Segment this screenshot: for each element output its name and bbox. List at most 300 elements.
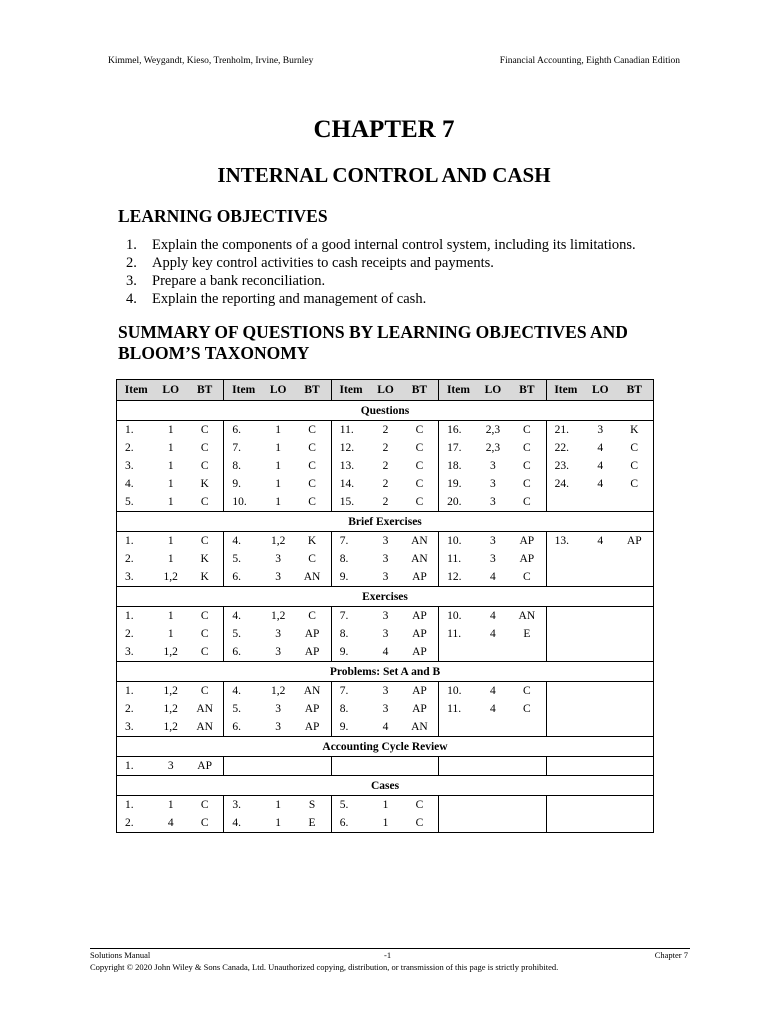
table-cell: AN	[411, 553, 428, 565]
table-cell: AN	[518, 610, 536, 622]
column-header: LO	[585, 380, 615, 401]
objective-number: 4.	[126, 291, 137, 307]
table-cell	[585, 682, 615, 701]
table-cell: 12.	[439, 568, 478, 587]
table-cell: 5.	[224, 550, 263, 568]
footer-page-number: -1	[384, 950, 392, 960]
table-cell: 1,2	[163, 685, 178, 697]
table-cell: 1	[275, 442, 281, 454]
table-cell: 1	[275, 799, 281, 811]
table-cell: 9.	[331, 718, 370, 737]
section-title: Brief Exercises	[117, 512, 654, 532]
table-cell	[546, 643, 585, 662]
section-title: Problems: Set A and B	[117, 662, 654, 682]
table-cell: 8.	[331, 700, 370, 718]
section-title-row	[117, 737, 654, 757]
table-cell: 1.	[117, 421, 156, 440]
table-cell: 3	[275, 553, 281, 565]
table-cell: 3	[490, 496, 496, 508]
table-cell	[508, 796, 546, 815]
table-cell: AP	[304, 646, 320, 658]
column-header: Item	[224, 380, 263, 401]
table-cell: K	[200, 478, 209, 490]
table-cell	[478, 757, 508, 776]
table-cell	[585, 643, 615, 662]
table-cell: 16.	[439, 421, 478, 440]
table-cell: AP	[304, 721, 320, 733]
table-cell	[585, 814, 615, 833]
table-cell: 1.	[117, 682, 156, 701]
table-cell: C	[308, 460, 316, 472]
table-cell: C	[522, 685, 531, 697]
table-cell	[546, 814, 585, 833]
learning-objective-item	[126, 236, 636, 254]
table-cell: 1	[167, 610, 174, 622]
table-cell	[439, 796, 478, 815]
table-cell: 1	[167, 535, 174, 547]
table-cell	[585, 493, 615, 512]
table-cell: 3	[382, 553, 389, 565]
section-title-row	[117, 587, 654, 607]
table-cell: AN	[303, 685, 321, 697]
table-cell: 5.	[331, 796, 370, 815]
table-cell: C	[308, 478, 316, 490]
table-cell: C	[615, 457, 653, 475]
table-cell	[615, 700, 653, 718]
table-cell: 2.	[117, 814, 156, 833]
table-row	[117, 718, 654, 737]
table-cell: 10.	[439, 532, 478, 551]
objective-text: Explain the components of a good internal control system, including its limitations.	[152, 237, 636, 253]
table-cell: 9.	[331, 568, 370, 587]
table-row	[117, 625, 654, 643]
table-cell: 4.	[224, 682, 263, 701]
table-cell: 3	[382, 685, 389, 697]
table-cell	[585, 700, 615, 718]
table-row	[117, 550, 654, 568]
table-cell: AP	[304, 628, 320, 640]
table-cell	[439, 718, 478, 737]
table-cell: AP	[412, 646, 427, 658]
table-cell: 1.	[117, 532, 156, 551]
column-header: LO	[156, 380, 186, 401]
table-cell: 3	[382, 703, 389, 715]
table-cell: 3	[382, 571, 389, 583]
table-cell: 1	[167, 442, 174, 454]
table-cell	[585, 718, 615, 737]
table-cell: 4	[382, 646, 389, 658]
table-cell	[546, 757, 585, 776]
column-header: Item	[546, 380, 585, 401]
table-cell	[546, 493, 585, 512]
table-cell: C	[308, 610, 316, 622]
table-cell: 1	[370, 814, 400, 833]
table-cell: 1.	[117, 607, 156, 626]
section-title: Cases	[117, 776, 654, 796]
table-row	[117, 814, 654, 833]
table-cell	[546, 718, 585, 737]
table-cell: 22.	[546, 439, 585, 457]
objective-number: 1.	[126, 237, 137, 253]
table-cell	[439, 757, 478, 776]
table-cell: AN	[196, 721, 213, 733]
table-cell: 2	[382, 442, 389, 454]
table-cell: AP	[519, 535, 535, 547]
table-cell: C	[415, 442, 424, 454]
column-header: BT	[508, 380, 546, 401]
table-cell: C	[200, 799, 209, 811]
table-cell: 13.	[546, 532, 585, 551]
header-authors: Kimmel, Weygandt, Kieso, Trenholm, Irvine, Burnley	[108, 56, 314, 66]
table-cell: AP	[197, 760, 212, 772]
table-cell: 1	[167, 553, 174, 565]
table-cell: AP	[412, 703, 427, 715]
table-cell: 4.	[224, 607, 263, 626]
table-cell: 24.	[546, 475, 585, 493]
table-row	[117, 568, 654, 587]
table-cell	[615, 493, 653, 512]
table-cell: C	[200, 460, 209, 472]
table-cell	[546, 550, 585, 568]
table-cell: 1.	[117, 757, 156, 776]
table-cell: 3	[167, 760, 174, 772]
chapter-subtitle: INTERNAL CONTROL AND CASH	[217, 163, 551, 187]
table-cell: 2.	[117, 439, 156, 457]
footer-rule	[90, 948, 690, 949]
table-cell: 9.	[224, 475, 263, 493]
table-cell: 2,3	[485, 442, 501, 454]
table-cell: 4	[156, 814, 186, 833]
footer-manual-label: Solutions Manual	[90, 950, 151, 960]
table-cell: 3	[275, 571, 281, 583]
table-cell	[546, 700, 585, 718]
footer-chapter-label: Chapter 7	[654, 950, 688, 960]
table-cell: AN	[196, 703, 213, 715]
table-cell: C	[522, 496, 531, 508]
table-cell: AP	[412, 685, 427, 697]
learning-objective-item	[126, 290, 636, 308]
footer-copyright: Copyright © 2020 John Wiley & Sons Canada, Ltd. Unauthorized copying, distribution, or transmission of this page is strictly prohibited.	[90, 962, 559, 972]
objective-text: Apply key control activities to cash receipts and payments.	[152, 255, 494, 271]
table-cell	[546, 568, 585, 587]
summary-table	[116, 379, 654, 833]
table-cell: 1	[275, 496, 281, 508]
table-cell: 11.	[439, 700, 478, 718]
table-cell: 4	[490, 610, 496, 622]
table-cell: 2	[382, 478, 389, 490]
table-cell	[478, 814, 508, 833]
table-cell: 21.	[546, 421, 585, 440]
table-cell: 7.	[331, 682, 370, 701]
table-cell: 7.	[224, 439, 263, 457]
table-cell: 2,3	[485, 424, 501, 436]
table-cell: 14.	[331, 475, 370, 493]
table-cell	[508, 814, 546, 833]
table-cell: 1	[167, 478, 174, 490]
table-cell: K	[200, 571, 209, 583]
objective-number: 3.	[126, 273, 137, 289]
section-title-row	[117, 662, 654, 682]
table-cell: 3	[275, 646, 281, 658]
table-cell: 6.	[331, 814, 370, 833]
table-cell: 1,2	[163, 703, 178, 715]
column-header: BT	[401, 380, 439, 401]
table-cell: AP	[519, 553, 535, 565]
table-cell: 11.	[439, 550, 478, 568]
table-cell: 3	[490, 553, 496, 565]
table-cell	[478, 643, 508, 662]
table-cell: 1	[263, 814, 293, 833]
table-cell: 1	[275, 478, 281, 490]
table-row	[117, 643, 654, 662]
table-cell: 1	[275, 460, 281, 472]
table-cell: 3.	[224, 796, 263, 815]
table-row	[117, 532, 654, 551]
table-cell: 3	[275, 721, 281, 733]
table-cell	[615, 607, 653, 626]
table-cell	[546, 625, 585, 643]
table-cell: 6.	[224, 568, 263, 587]
table-cell: C	[401, 814, 439, 833]
table-cell: 10.	[439, 607, 478, 626]
table-cell: 3	[275, 628, 281, 640]
table-cell: 13.	[331, 457, 370, 475]
column-header: LO	[263, 380, 293, 401]
table-cell: 1	[382, 799, 389, 811]
table-cell: AN	[411, 535, 428, 547]
column-header: Item	[117, 380, 156, 401]
table-cell	[478, 718, 508, 737]
table-cell	[478, 796, 508, 815]
table-cell: 2	[382, 424, 389, 436]
table-cell	[546, 796, 585, 815]
column-header: BT	[293, 380, 331, 401]
table-cell: 11.	[439, 625, 478, 643]
table-cell: C	[200, 628, 209, 640]
table-cell: 4	[597, 478, 604, 490]
table-cell: C	[200, 685, 209, 697]
table-cell: C	[522, 571, 531, 583]
table-row	[117, 757, 654, 776]
learning-objectives-heading: LEARNING OBJECTIVES	[118, 206, 328, 226]
table-cell	[224, 757, 263, 776]
table-cell: 3.	[117, 718, 156, 737]
column-header: Item	[439, 380, 478, 401]
table-cell: AP	[412, 571, 427, 583]
section-title-row	[117, 776, 654, 796]
table-cell: 3	[275, 703, 281, 715]
table-cell: 5.	[224, 700, 263, 718]
table-row	[117, 607, 654, 626]
table-cell	[546, 607, 585, 626]
table-cell: 11.	[331, 421, 370, 440]
table-cell	[585, 568, 615, 587]
table-cell: C	[308, 553, 316, 565]
table-cell: 20.	[439, 493, 478, 512]
summary-heading: SUMMARY OF QUESTIONS BY LEARNING OBJECTIVES AND BLOOM’S TAXONOMY	[118, 322, 628, 363]
objective-text: Prepare a bank reconciliation.	[152, 273, 326, 289]
table-cell: 1,2	[163, 721, 178, 733]
table-cell: C	[200, 535, 209, 547]
table-cell: K	[307, 535, 317, 547]
table-cell	[615, 550, 653, 568]
table-cell: 17.	[439, 439, 478, 457]
table-cell: 3	[490, 478, 496, 490]
table-cell	[615, 796, 653, 815]
table-cell: 4	[597, 442, 604, 454]
table-cell: 4	[597, 535, 604, 547]
table-cell: 4	[490, 703, 496, 715]
table-cell: C	[415, 799, 424, 811]
table-row	[117, 457, 654, 475]
table-cell: 10.	[439, 682, 478, 701]
table-cell: 7.	[331, 532, 370, 551]
table-body	[117, 401, 654, 833]
chapter-title: CHAPTER 7	[313, 116, 455, 143]
table-cell: 12.	[331, 439, 370, 457]
table-cell: 2	[382, 496, 389, 508]
table-cell: 2.	[117, 700, 156, 718]
table-row	[117, 439, 654, 457]
table-cell: C	[200, 442, 209, 454]
table-cell: 4	[382, 721, 389, 733]
table-cell: C	[200, 496, 209, 508]
table-cell	[615, 625, 653, 643]
table-cell: C	[308, 442, 316, 454]
table-cell: C	[308, 424, 316, 436]
table-row	[117, 796, 654, 815]
section-title: Questions	[117, 401, 654, 421]
table-cell	[508, 718, 546, 737]
table-cell: C	[415, 424, 424, 436]
table-cell: 6.	[224, 421, 263, 440]
table-cell	[585, 550, 615, 568]
table-cell: 3	[597, 424, 604, 436]
table-cell: 1,2	[270, 610, 286, 622]
table-cell: C	[522, 478, 531, 490]
table-header-row	[117, 380, 654, 401]
table-cell: 3.	[117, 568, 156, 587]
table-cell	[370, 757, 400, 776]
learning-objective-item	[126, 254, 636, 272]
table-cell	[293, 757, 331, 776]
table-cell: 1	[167, 496, 174, 508]
table-cell: C	[200, 424, 209, 436]
column-header: LO	[478, 380, 508, 401]
table-cell	[439, 643, 478, 662]
table-cell: AP	[615, 532, 653, 551]
table-cell: 2.	[117, 550, 156, 568]
table-cell: 1	[275, 424, 281, 436]
table-cell: 1	[167, 460, 174, 472]
table-cell: C	[415, 460, 424, 472]
table-cell: 1,2	[270, 685, 286, 697]
table-cell	[439, 814, 478, 833]
column-header: BT	[186, 380, 224, 401]
table-cell: AN	[411, 721, 428, 733]
table-cell: AN	[303, 571, 321, 583]
table-cell	[615, 643, 653, 662]
table-cell: 6.	[224, 718, 263, 737]
table-cell	[546, 682, 585, 701]
table-cell: AP	[412, 628, 427, 640]
section-title: Accounting Cycle Review	[117, 737, 654, 757]
table-cell: C	[415, 478, 424, 490]
objective-number: 2.	[126, 255, 137, 271]
table-cell: AP	[304, 703, 320, 715]
table-cell: 4	[597, 460, 604, 472]
table-cell: 4	[490, 685, 496, 697]
table-cell	[585, 625, 615, 643]
objective-text: Explain the reporting and management of cash.	[152, 291, 427, 307]
table-row	[117, 493, 654, 512]
table-cell	[615, 568, 653, 587]
column-header: Item	[331, 380, 370, 401]
table-cell: 3	[490, 535, 496, 547]
table-cell	[508, 757, 546, 776]
table-cell: C	[522, 703, 531, 715]
table-row	[117, 700, 654, 718]
table-cell: 4.	[224, 532, 263, 551]
table-cell: AP	[412, 610, 427, 622]
table-cell	[585, 607, 615, 626]
section-title-row	[117, 401, 654, 421]
table-cell	[615, 757, 653, 776]
table-cell: E	[523, 628, 531, 640]
table-cell	[585, 757, 615, 776]
table-cell	[615, 718, 653, 737]
table-cell: 1,2	[270, 535, 286, 547]
table-cell: 8.	[331, 625, 370, 643]
table-cell: C	[415, 496, 424, 508]
table-cell: 3	[490, 460, 496, 472]
table-cell: 23.	[546, 457, 585, 475]
table-cell: 15.	[331, 493, 370, 512]
table-cell	[331, 757, 370, 776]
table-cell: 3	[382, 535, 389, 547]
table-cell: 5.	[117, 493, 156, 512]
table-cell: 19.	[439, 475, 478, 493]
table-cell: C	[522, 460, 531, 472]
table-cell	[401, 757, 439, 776]
table-cell: 1	[167, 628, 174, 640]
section-title: Exercises	[117, 587, 654, 607]
header-book-title: Financial Accounting, Eighth Canadian Edition	[499, 56, 680, 66]
table-cell: 4	[490, 628, 496, 640]
table-cell: C	[200, 646, 209, 658]
table-row	[117, 421, 654, 440]
table-cell: 8.	[224, 457, 263, 475]
table-cell: 6.	[224, 643, 263, 662]
table-cell: 1,2	[163, 571, 178, 583]
table-cell: 9.	[331, 643, 370, 662]
table-cell: K	[615, 421, 653, 440]
table-row	[117, 475, 654, 493]
table-cell: C	[522, 424, 531, 436]
table-cell: 4	[490, 571, 496, 583]
table-cell: C	[308, 496, 316, 508]
learning-objectives-list	[126, 236, 636, 308]
section-title-row	[117, 512, 654, 532]
table-cell: 5.	[224, 625, 263, 643]
table-cell: 18.	[439, 457, 478, 475]
table-cell: 1,2	[163, 646, 178, 658]
table-cell: C	[615, 475, 653, 493]
table-cell: 1	[167, 424, 174, 436]
table-cell: 1.	[117, 796, 156, 815]
column-header: BT	[615, 380, 653, 401]
table-cell: 3	[382, 628, 389, 640]
